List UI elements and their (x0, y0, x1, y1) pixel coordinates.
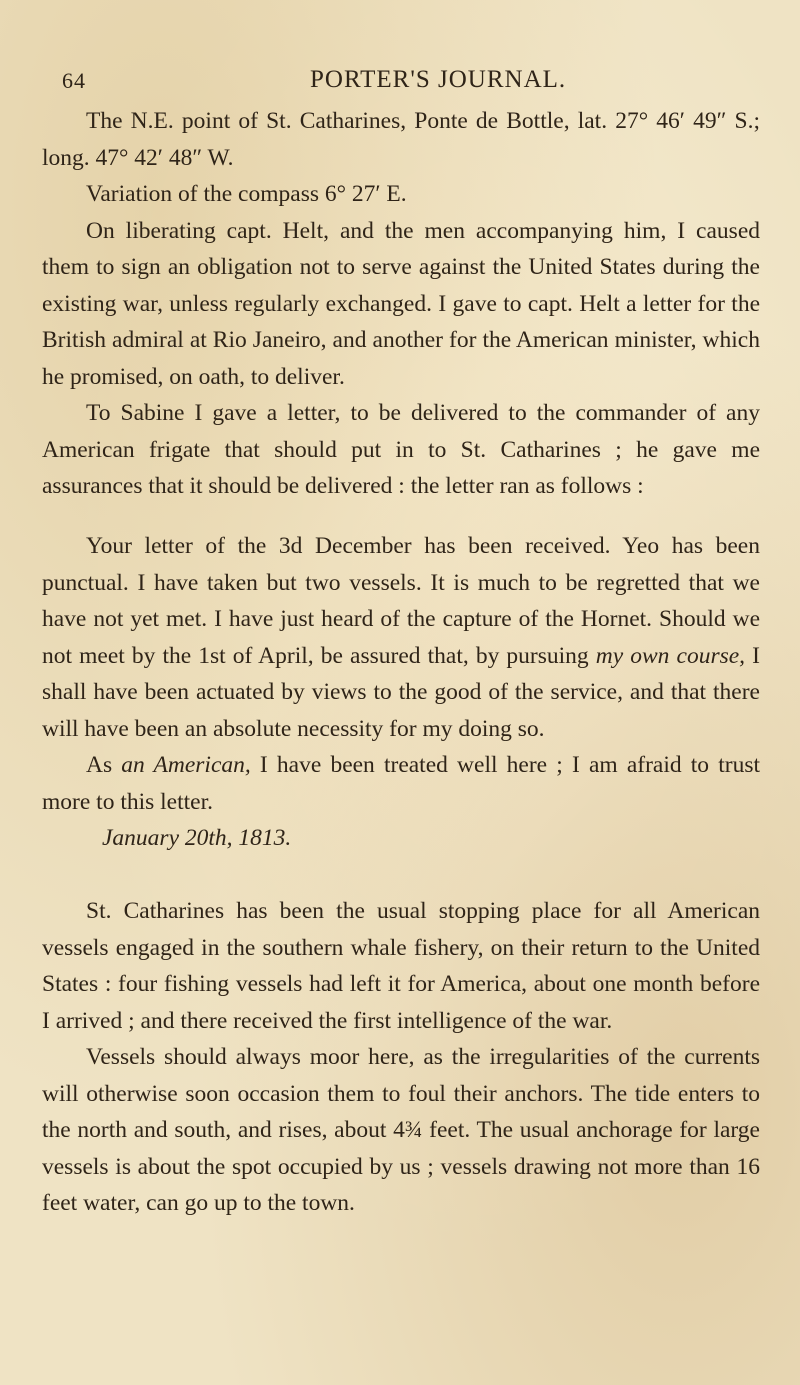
sabine-paragraph: To Sabine I gave a letter, to be delivered to the commander of any American frigate that should put in to St. Catharines ; he gave me assurances that it should be delivered : the letter ran as follows : (42, 400, 760, 499)
variation-paragraph: Variation of the compass 6° 27′ E. (86, 181, 407, 207)
letter-text: I have been treated well here ; I am afraid to trust more to this letter. (42, 752, 760, 815)
letter-paragraph-1 (42, 528, 760, 747)
closing-block (42, 893, 760, 1222)
running-title: PORTER'S JOURNAL. (310, 66, 567, 93)
mooring-paragraph: Vessels should always moor here, as the irregularities of the currents will otherwise soon occasion them to foul their anchors. The tide enters to the north and south, and rises, about 4¾ feet. The usual anchorage for large vessels is about the spot occupied by us ; vessels drawing not more than 16 feet water, can go up to the town. (42, 1044, 760, 1216)
liberation-paragraph: On liberating capt. Helt, and the men accompanying him, I caused them to sign an obligation not to serve against the United States during the existing war, unless regularly exchanged. I gave to capt. Helt a letter for the British admiral at Rio Janeiro, and another for the American minister, which he promised, on oath, to deliver. (42, 217, 760, 390)
letter-emphasis: an American, (121, 752, 251, 778)
letter-text: As (86, 752, 122, 778)
letter-paragraph-2 (42, 747, 760, 820)
letter-date: January 20th, 1813. (102, 825, 292, 851)
letter-text: Your letter of the 3d December has been received. Yeo has been punctual. I have taken but two vessels. It is much to be regretted that we have not yet met. I have just heard of the capture of the Hornet. Should we not meet by the 1st of April, be assured that, by pursuing (42, 533, 760, 669)
letter-text: I shall have been actuated by views to the good of the service, and that there will have been an absolute necessity for my doing so. (42, 642, 760, 742)
whale-fishery-paragraph: St. Catharines has been the usual stopping place for all American vessels engaged in the southern whale fishery, on their return to the United States : four fishing vessels had left it for America, about one month before I arrived ; and there received the first intelligence of the war. (42, 898, 760, 1034)
letter-emphasis: my own course, (595, 642, 746, 669)
position-paragraph: The N.E. point of St. Catharines, Ponte de Bottle, lat. 27° 46′ 49″ S.; long. 47° 42′ 48″ W. (42, 108, 760, 171)
journal-entry (42, 103, 760, 505)
page-number: 64 (62, 68, 86, 93)
letter-block (42, 528, 760, 857)
